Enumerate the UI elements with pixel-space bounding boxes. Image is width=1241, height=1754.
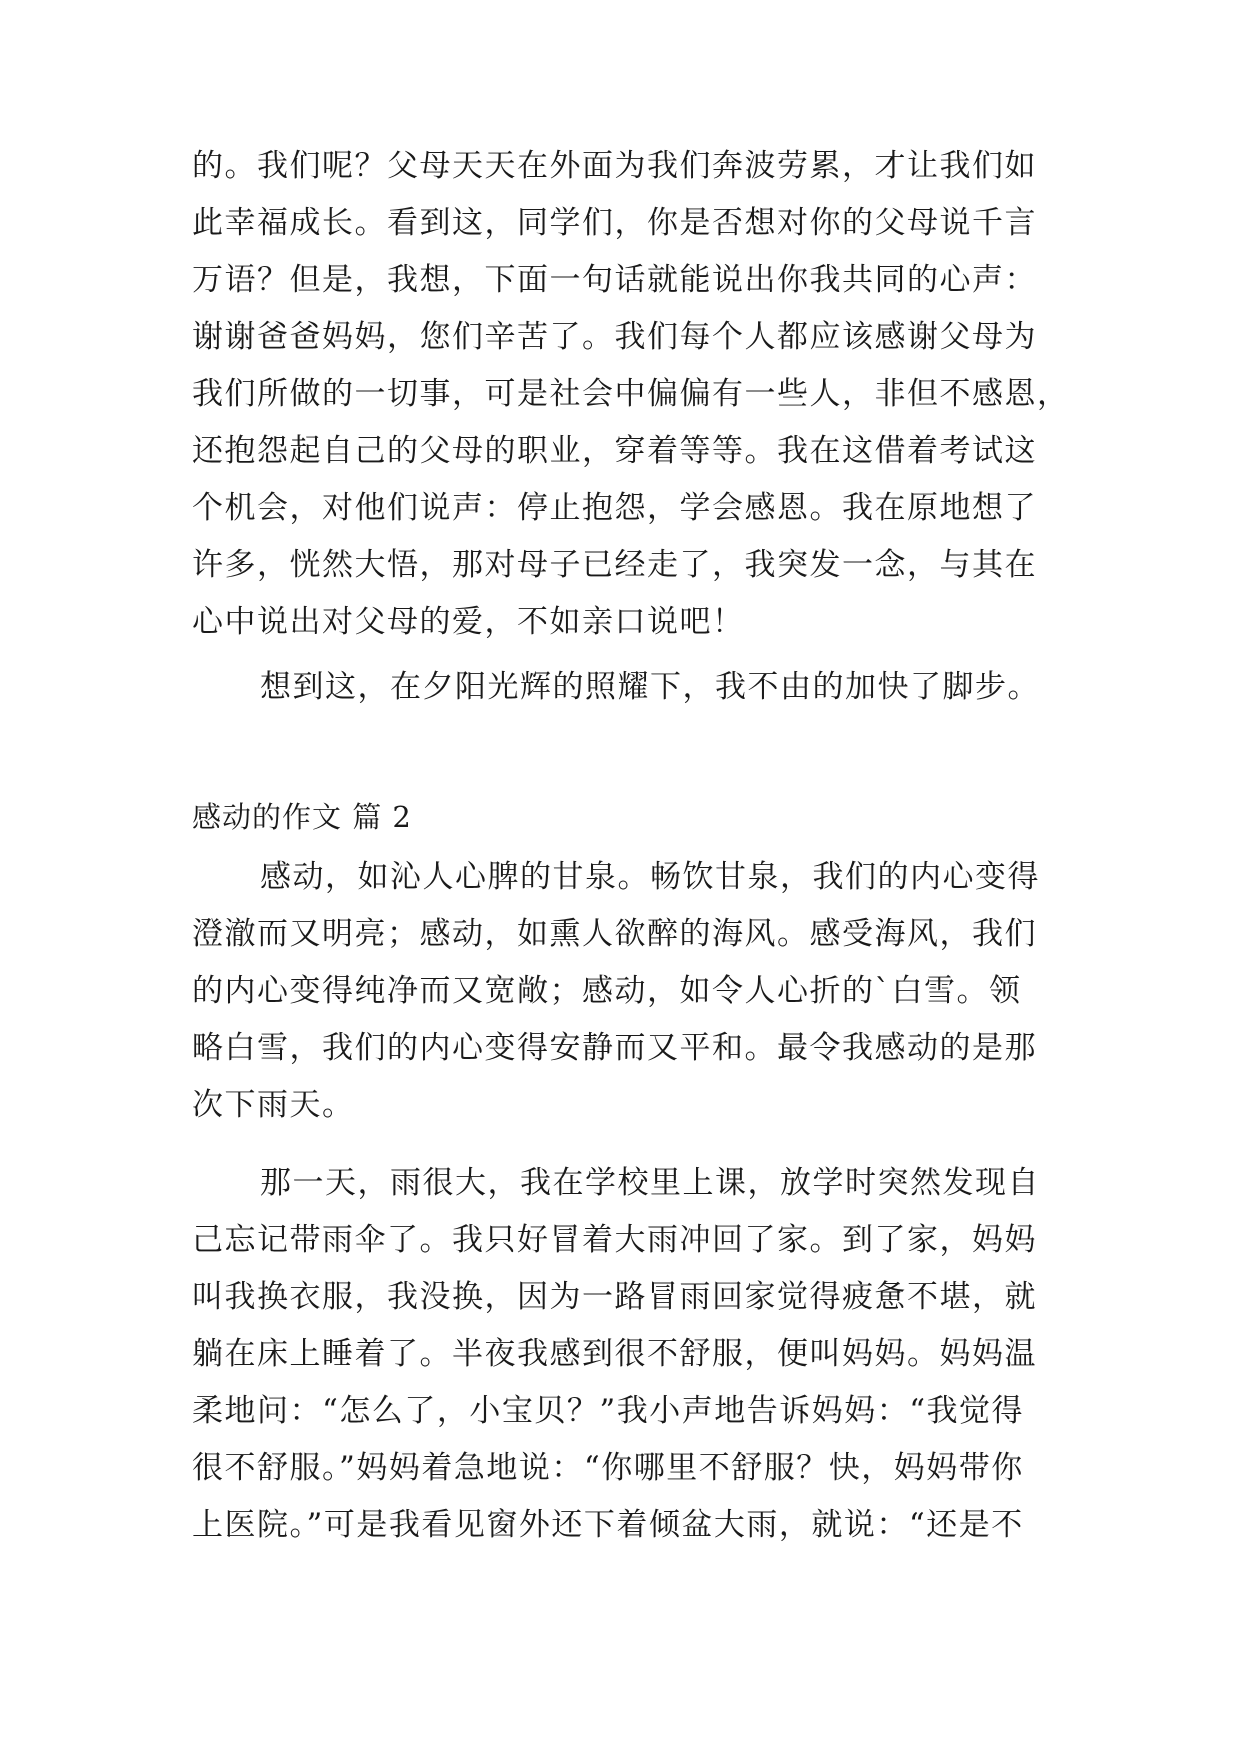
paragraph-line: 那一天，雨很大，我在学校里上课，放学时突然发现自 <box>260 1165 1040 1201</box>
paragraph-line: 略白雪，我们的内心变得安静而又平和。最令我感动的是那 <box>192 1030 1037 1066</box>
paragraph-line: 个机会，对他们说声：停止抱怨，学会感恩。我在原地想了 <box>192 490 1037 526</box>
section-heading: 感动的作文 篇 2 <box>192 800 412 834</box>
paragraph-line: 感动，如沁人心脾的甘泉。畅饮甘泉，我们的内心变得 <box>260 859 1040 895</box>
paragraph-line: 许多，恍然大悟，那对母子已经走了，我突发一念，与其在 <box>192 547 1037 583</box>
paragraph-line: 澄澈而又明亮；感动，如熏人欲醉的海风。感受海风，我们 <box>192 916 1037 952</box>
paragraph-line: 叫我换衣服，我没换，因为一路冒雨回家觉得疲惫不堪，就 <box>192 1279 1037 1315</box>
paragraph-line: 的内心变得纯净而又宽敞；感动，如令人心折的`白雪。领 <box>192 973 1022 1009</box>
paragraph-line: 万语？但是，我想，下面一句话就能说出你我共同的心声： <box>192 262 1037 298</box>
paragraph-line: 上医院。”可是我看见窗外还下着倾盆大雨，就说：“还是不 <box>192 1507 1024 1543</box>
paragraph-line: 柔地问：“怎么了，小宝贝？”我小声地告诉妈妈：“我觉得 <box>192 1393 1025 1429</box>
paragraph-line: 的。我们呢？父母天天在外面为我们奔波劳累，才让我们如 <box>192 148 1037 184</box>
paragraph-line: 此幸福成长。看到这，同学们，你是否想对你的父母说千言 <box>192 205 1037 241</box>
paragraph-line: 还抱怨起自己的父母的职业，穿着等等。我在这借着考试这 <box>192 433 1037 469</box>
paragraph-line: 想到这，在夕阳光辉的照耀下，我不由的加快了脚步。 <box>260 669 1040 705</box>
paragraph-line: 己忘记带雨伞了。我只好冒着大雨冲回了家。到了家，妈妈 <box>192 1222 1037 1258</box>
paragraph-line: 次下雨天。 <box>192 1087 355 1123</box>
paragraph-line: 很不舒服。”妈妈着急地说：“你哪里不舒服？快，妈妈带你 <box>192 1450 1024 1486</box>
paragraph-line: 我们所做的一切事，可是社会中偏偏有一些人，非但不感恩， <box>192 376 1070 412</box>
paragraph-line: 谢谢爸爸妈妈，您们辛苦了。我们每个人都应该感谢父母为 <box>192 319 1037 355</box>
paragraph-line: 躺在床上睡着了。半夜我感到很不舒服，便叫妈妈。妈妈温 <box>192 1336 1037 1372</box>
paragraph-line: 心中说出对父母的爱，不如亲口说吧！ <box>192 604 745 640</box>
